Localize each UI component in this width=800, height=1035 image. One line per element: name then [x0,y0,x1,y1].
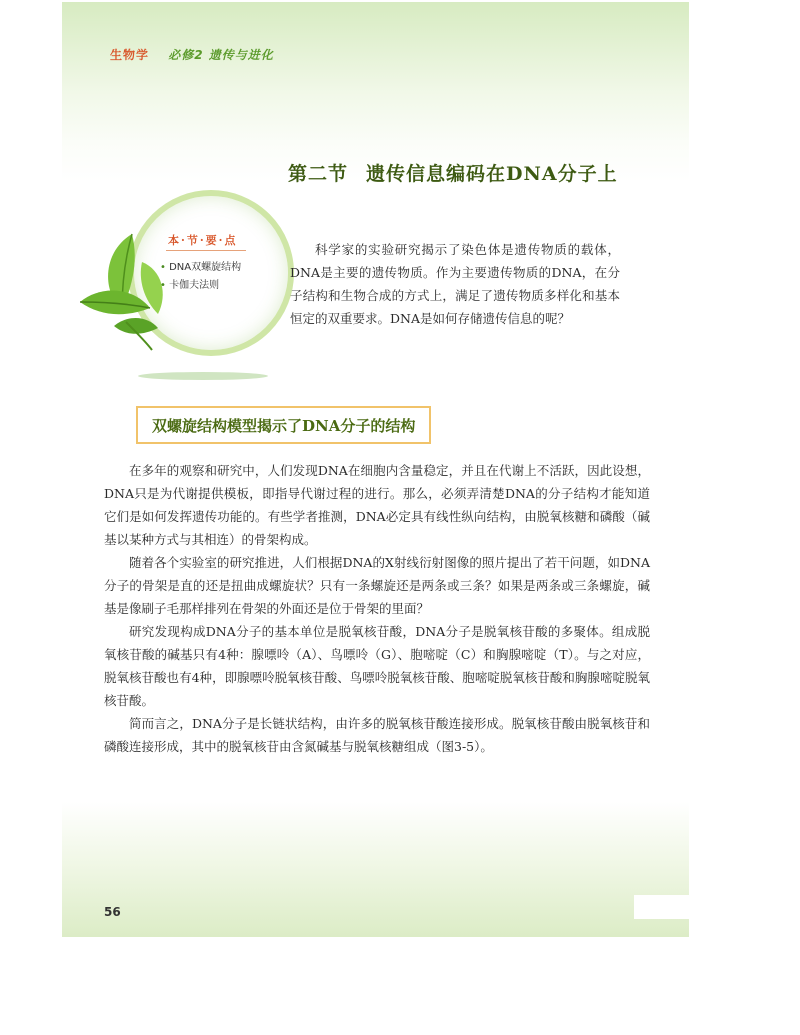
key-points-list [160,259,241,295]
key-points-divider [166,250,246,251]
body-text [104,459,650,758]
key-point-item: • 卡伽夫法则 [160,277,241,295]
subsection-heading: 双螺旋结构模型揭示了DNA分子的结构 [136,406,431,444]
section-heading: 遗传信息编码在DNA分子上 [366,163,618,185]
body-paragraph: 简而言之，DNA分子是长链状结构，由许多的脱氧核苷酸连接形成。脱氧核苷酸由脱氧核苷和磷酸连接形成，其中的脱氧核苷由含氮碱基与脱氧核糖组成（图3-5）。 [104,716,650,754]
body-paragraph: 随着各个实验室的研究推进，人们根据DNA的X射线衍射图像的照片提出了若干问题，如DNA分子的骨架是直的还是扭曲成螺旋状？只有一条螺旋还是两条或三条？如果是两条或三条螺旋，碱基是像刷子毛那样排列在骨架的外面还是位于骨架的里面？ [104,555,650,616]
key-points-title: 本·节·要·点 [168,234,238,247]
section-number: 第二节 [288,163,349,185]
book-label: 必修2 遗传与进化 [168,48,274,62]
key-points-panel [72,182,302,382]
key-point-item: • DNA双螺旋结构 [160,259,241,277]
section-title [288,159,618,186]
scan-whiteout [634,895,751,919]
textbook-page [62,2,689,937]
body-paragraph: 研究发现构成DNA分子的基本单位是脱氧核苷酸，DNA分子是脱氧核苷酸的多聚体。组成脱氧核苷酸的碱基只有4种：腺嘌呤（A）、鸟嘌呤（G）、胞嘧啶（C）和胸腺嘧啶（T）。与之对应，脱氧核苷酸也有4种，即腺嘌呤脱氧核苷酸、鸟嘌呤脱氧核苷酸、胞嘧啶脱氧核苷酸和胸腺嘧啶脱氧核苷酸。 [104,624,650,708]
page-number: 56 [104,905,121,919]
running-head [110,46,274,63]
intro-paragraph: 科学家的实验研究揭示了染色体是遗传物质的载体，DNA是主要的遗传物质。作为主要遗传物质的DNA，在分子结构和生物合成的方式上，满足了遗传物质多样化和基本恒定的双重要求。DNA是如何存储遗传信息的呢？ [290,242,620,326]
subject-label: 生物学 [110,48,150,62]
body-paragraph: 在多年的观察和研究中，人们发现DNA在细胞内含量稳定，并且在代谢上不活跃，因此设想，DNA只是为代谢提供模板，即指导代谢过程的进行。那么，必须弄清楚DNA的分子结构才能知道它们是如何发挥遗传功能的。有些学者推测，DNA必定具有线性纵向结构，由脱氧核糖和磷酸（碱基以某种方式与其相连）的骨架构成。 [104,463,650,547]
panel-shadow [138,372,268,380]
